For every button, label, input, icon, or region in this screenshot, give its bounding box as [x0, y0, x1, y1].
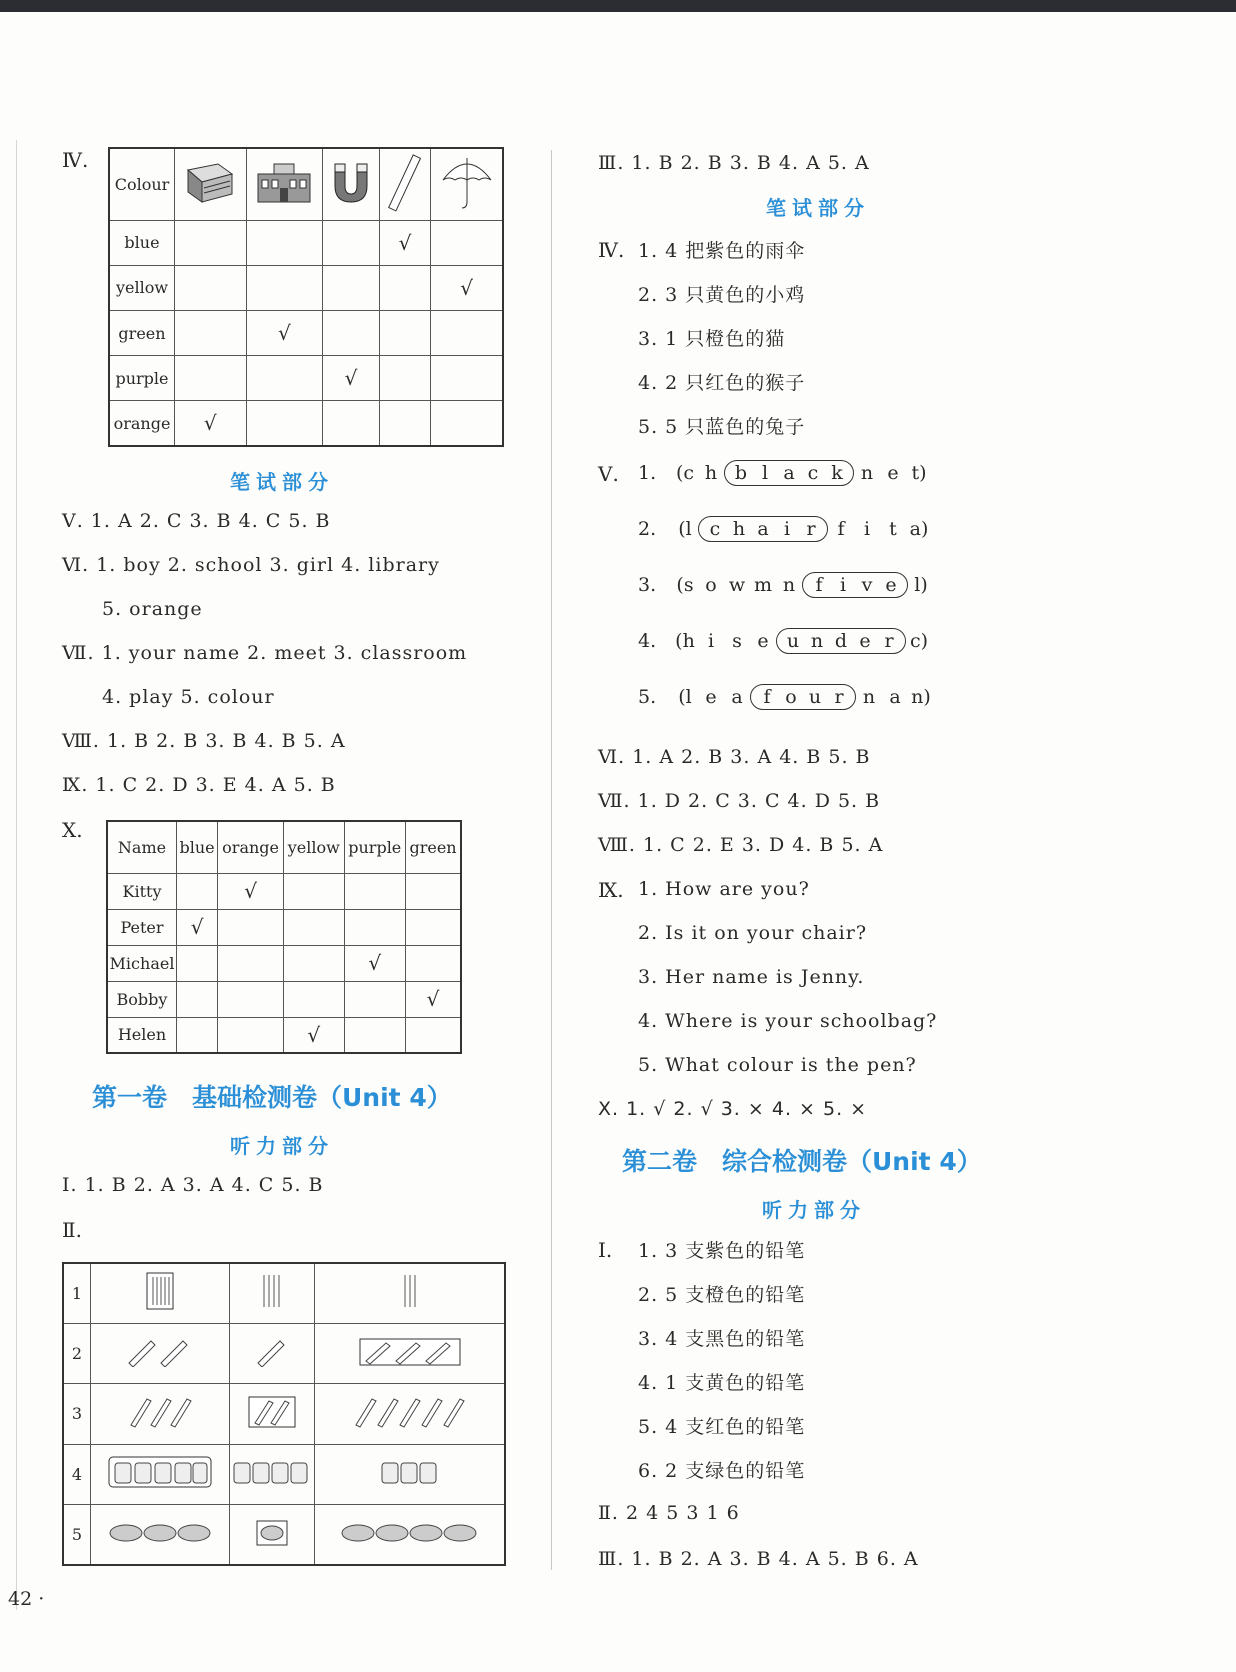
section-2-label: Ⅱ. [62, 1218, 82, 1242]
check-mark: √ [307, 1022, 321, 1047]
table-cell [344, 981, 406, 1017]
table-cell [177, 1017, 218, 1053]
list-item: 5. 5 只蓝色的兔子 [638, 416, 806, 438]
row-number: 1 [63, 1263, 91, 1323]
magnet-icon [323, 148, 380, 220]
row-number: 5 [63, 1505, 91, 1565]
answer-line: Ⅲ. 1. B 2. A 3. B 4. A 5. B 6. A [598, 1548, 919, 1570]
answer-line: Ⅲ. 1. B 2. B 3. B 4. A 5. A [598, 152, 870, 174]
letter: b [734, 462, 748, 484]
table-cell [218, 981, 284, 1017]
umbrella-icon [431, 148, 503, 220]
eraser-box-icon [230, 1505, 315, 1565]
table-cell [175, 401, 247, 446]
check-mark: √ [344, 366, 358, 391]
item-number: 1. [638, 462, 657, 484]
written-section-title: 笔试部分 [766, 196, 870, 220]
table-cell [175, 220, 247, 265]
circled-word [724, 460, 854, 486]
row-label: yellow [109, 265, 175, 310]
letter: u [808, 686, 822, 708]
table-row [109, 220, 503, 265]
table-cell [218, 909, 284, 945]
table-cell [284, 1017, 344, 1053]
check-mark: √ [203, 411, 217, 436]
section-9-label: Ⅸ. [598, 878, 624, 902]
check-mark: √ [278, 321, 291, 346]
colour-header: Colour [109, 148, 175, 220]
list-item: 4. 2 只红色的猴子 [638, 372, 806, 394]
table-row [109, 356, 503, 401]
letter: n [860, 462, 874, 484]
table-row [109, 401, 503, 446]
letter: e [885, 574, 897, 596]
table-cell [323, 356, 380, 401]
letter: e [757, 630, 769, 652]
letter: a [889, 686, 901, 708]
row-label: blue [109, 220, 175, 265]
page-number: 42 · [8, 1588, 45, 1610]
eraser-icon [315, 1505, 506, 1565]
row-label: purple [109, 356, 175, 401]
list-item: 6. 2 支绿色的铅笔 [638, 1460, 806, 1482]
letter: a) [909, 518, 929, 540]
table-cell [175, 356, 247, 401]
column-header: purple [344, 821, 406, 873]
table-cell [406, 1017, 461, 1053]
table-cell [284, 909, 344, 945]
letter: n) [911, 686, 931, 708]
table-cell [177, 981, 218, 1017]
unit-title: 第二卷 综合检测卷（Unit 4） [622, 1147, 982, 1176]
list-item: 3. 1 只橙色的猫 [638, 328, 786, 350]
letter: i [839, 574, 847, 596]
word-search-row [638, 516, 932, 542]
column-header: Name [107, 821, 177, 873]
row-label: Michael [107, 945, 177, 981]
check-mark: √ [398, 230, 412, 255]
table-cell [344, 1017, 406, 1053]
table-cell [177, 909, 218, 945]
letter: f [837, 518, 845, 540]
letter: s [732, 630, 742, 652]
item-number: 4. [638, 630, 657, 652]
table-cell [344, 873, 406, 909]
letter: f [763, 686, 771, 708]
row-number: 2 [63, 1323, 91, 1383]
letter: r [806, 518, 816, 540]
table-cell [406, 981, 461, 1017]
school-icon [246, 148, 323, 220]
list-item: 4. Where is your schoolbag? [638, 1010, 938, 1032]
letter: e [705, 686, 717, 708]
list-item: 2. Is it on your chair? [638, 922, 868, 944]
section-10-label: Ⅹ. [62, 818, 83, 842]
bag-box-icon [91, 1444, 230, 1504]
letter: m [753, 574, 773, 596]
table-cell [323, 220, 380, 265]
letter: c [807, 462, 819, 484]
list-item: 5. What colour is the pen? [638, 1054, 917, 1076]
table-cell [406, 909, 461, 945]
circled-word [698, 516, 828, 542]
table-cell [344, 945, 406, 981]
letter: h [704, 462, 718, 484]
letter: e [859, 630, 871, 652]
letter: o [705, 574, 717, 596]
section-1-label: Ⅰ. [598, 1238, 613, 1262]
table-cell [246, 311, 323, 356]
table-row [109, 311, 503, 356]
table-cell [379, 401, 431, 446]
table-cell [218, 945, 284, 981]
left-edge-line [16, 140, 17, 1610]
table-cell [284, 945, 344, 981]
ruler-icon [379, 148, 431, 220]
table-cell [379, 311, 431, 356]
bag-icon [315, 1444, 506, 1504]
bag-icon [230, 1444, 315, 1504]
answer-line: 4. play 5. colour [102, 686, 275, 708]
section-5-label: Ⅴ. [598, 462, 619, 486]
table-cell [323, 311, 380, 356]
column-header: orange [218, 821, 284, 873]
row-label: orange [109, 401, 175, 446]
table-cell [379, 265, 431, 310]
item-number: 5. [638, 686, 657, 708]
letter: i [783, 518, 791, 540]
pencils-icon [315, 1263, 506, 1323]
table-cell [323, 401, 380, 446]
ruler-icon [315, 1384, 506, 1444]
letter: e [887, 462, 899, 484]
list-item: 3. 4 支黑色的铅笔 [638, 1328, 806, 1350]
table-cell [379, 356, 431, 401]
letter: (c [675, 462, 695, 484]
letter: i [863, 518, 871, 540]
table-cell [431, 265, 503, 310]
name-colour-table [106, 820, 462, 1054]
listening-section-title: 听力部分 [230, 1134, 334, 1158]
answer-line: Ⅴ. 1. A 2. C 3. B 4. C 5. B [62, 510, 331, 532]
check-mark: √ [426, 987, 440, 1011]
answer-line: Ⅰ. 1. B 2. A 3. A 4. C 5. B [62, 1174, 324, 1196]
written-section-title: 笔试部分 [230, 470, 334, 494]
answer-line: Ⅶ. 1. your name 2. meet 3. classroom [62, 642, 468, 664]
letter: (s [676, 574, 694, 596]
row-label: green [109, 311, 175, 356]
word-search-row [638, 628, 932, 654]
check-mark: √ [460, 275, 473, 300]
check-mark: √ [190, 915, 204, 939]
answer-line: Ⅷ. 1. B 2. B 3. B 4. B 5. A [62, 730, 346, 752]
table-cell [175, 311, 247, 356]
table-cell [175, 265, 247, 310]
column-header: yellow [284, 821, 344, 873]
row-label: Bobby [107, 981, 177, 1017]
letter: t) [911, 462, 927, 484]
circled-word [776, 628, 906, 654]
section-4-label: Ⅳ. [62, 148, 89, 172]
list-item: 3. Her name is Jenny. [638, 966, 865, 988]
letter: (h [675, 630, 695, 652]
table-row [107, 945, 461, 981]
table-row [109, 265, 503, 310]
table-row [107, 1017, 461, 1053]
table-cell [177, 873, 218, 909]
word-search-row [638, 460, 932, 486]
table-cell [379, 220, 431, 265]
letter: (l [678, 518, 692, 540]
pen-box-icon [315, 1323, 506, 1383]
ruler-box-icon [230, 1384, 315, 1444]
letter: a [757, 518, 769, 540]
answer-line: Ⅸ. 1. C 2. D 3. E 4. A 5. B [62, 774, 336, 796]
column-header: green [406, 821, 461, 873]
table-row [107, 909, 461, 945]
table-cell [431, 356, 503, 401]
table-cell [323, 265, 380, 310]
pencil-box-icon [91, 1263, 230, 1323]
table-cell [406, 873, 461, 909]
table-cell [406, 945, 461, 981]
check-mark: √ [368, 951, 382, 975]
letter: w [728, 574, 746, 596]
row-number: 3 [63, 1384, 91, 1444]
letter: t [889, 518, 897, 540]
letter: n [862, 686, 876, 708]
table-cell [177, 945, 218, 981]
table-cell [284, 981, 344, 1017]
listening-section-title: 听力部分 [762, 1198, 866, 1222]
table-cell [431, 220, 503, 265]
list-item: 2. 3 只黄色的小鸡 [638, 284, 806, 306]
colour-table [108, 147, 504, 447]
table-cell [431, 311, 503, 356]
table-cell [246, 401, 323, 446]
letter: n [810, 630, 824, 652]
table-cell [246, 265, 323, 310]
list-item: 1. 4 把紫色的雨伞 [638, 240, 806, 262]
letter: n [782, 574, 796, 596]
letter: o [785, 686, 797, 708]
list-item: 4. 1 支黄色的铅笔 [638, 1372, 806, 1394]
answer-line: 5. orange [102, 598, 203, 620]
letter: r [834, 686, 844, 708]
table-cell [218, 1017, 284, 1053]
answer-line: Ⅶ. 1. D 2. C 3. C 4. D 5. B [598, 790, 881, 812]
pen-icon [91, 1323, 230, 1383]
list-item: 2. 5 支橙色的铅笔 [638, 1284, 806, 1306]
letter: a [731, 686, 743, 708]
letter: f [815, 574, 823, 596]
answer-line: Ⅵ. 1. boy 2. school 3. girl 4. library [62, 554, 440, 576]
table-cell [246, 220, 323, 265]
letter: i [707, 630, 715, 652]
unit-title: 第一卷 基础检测卷（Unit 4） [92, 1083, 452, 1112]
table-row [107, 981, 461, 1017]
list-item: 5. 4 支红色的铅笔 [638, 1416, 806, 1438]
list-item: 1. 3 支紫色的铅笔 [638, 1240, 806, 1262]
letter: c) [909, 630, 929, 652]
pen-icon [230, 1323, 315, 1383]
letter: c [709, 518, 721, 540]
row-label: Peter [107, 909, 177, 945]
letter: d [834, 630, 848, 652]
column-divider [551, 150, 552, 1570]
circled-word [750, 684, 856, 710]
check-mark: √ [244, 879, 257, 903]
table-cell [246, 356, 323, 401]
letter: u [786, 630, 800, 652]
top-edge-bar [0, 0, 1236, 12]
list-item: 1. How are you? [638, 878, 810, 900]
letter: v [861, 574, 873, 596]
answer-line: Ⅱ. 2 4 5 3 1 6 [598, 1502, 740, 1524]
circled-word [802, 572, 908, 598]
picture-answer-table [62, 1262, 506, 1566]
word-search-row [638, 572, 934, 598]
item-number: 3. [638, 574, 657, 596]
word-search-row [638, 684, 934, 710]
letter: l) [914, 574, 928, 596]
eraser-icon [91, 1505, 230, 1565]
answer-line: Ⅹ. 1. √ 2. √ 3. × 4. × 5. × [598, 1098, 868, 1120]
section-4-label: Ⅳ. [598, 238, 625, 262]
ruler-icon [91, 1384, 230, 1444]
column-header: blue [177, 821, 218, 873]
pencils-icon [230, 1263, 315, 1323]
row-number: 4 [63, 1444, 91, 1504]
letter: k [831, 462, 843, 484]
letter: r [884, 630, 894, 652]
letter: l [761, 462, 769, 484]
book-icon [175, 148, 247, 220]
letter: (l [678, 686, 692, 708]
table-cell [218, 873, 284, 909]
table-row [107, 873, 461, 909]
letter: a [783, 462, 795, 484]
letter: h [732, 518, 746, 540]
table-cell [284, 873, 344, 909]
answer-line: Ⅷ. 1. C 2. E 3. D 4. B 5. A [598, 834, 884, 856]
table-cell [344, 909, 406, 945]
row-label: Kitty [107, 873, 177, 909]
row-label: Helen [107, 1017, 177, 1053]
answer-line: Ⅵ. 1. A 2. B 3. A 4. B 5. B [598, 746, 871, 768]
item-number: 2. [638, 518, 657, 540]
table-cell [431, 401, 503, 446]
